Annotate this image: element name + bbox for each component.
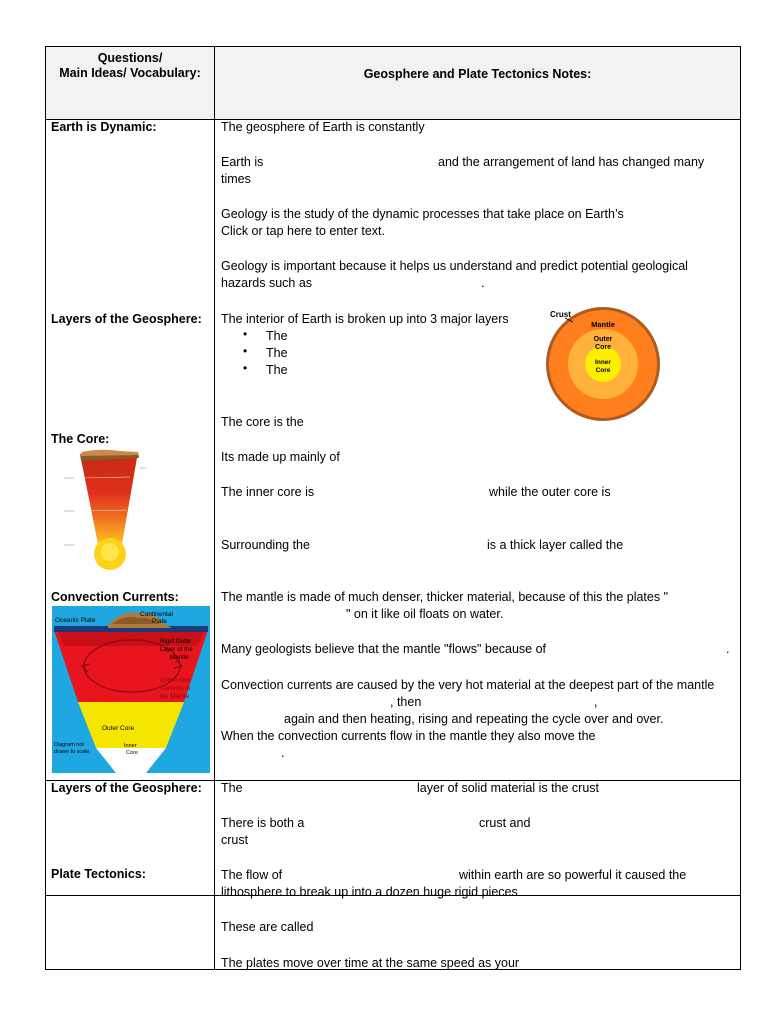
core-line2: Its made up mainly of	[221, 450, 340, 464]
earth-layers-diagram	[545, 306, 665, 422]
convection-line3c: ,	[594, 695, 598, 709]
dynamic-line1: The geosphere of Earth is constantly	[221, 120, 425, 134]
convection-line2b: .	[726, 642, 730, 656]
header-questions	[46, 47, 214, 119]
layers2-line2a: There is both a	[221, 816, 305, 830]
core-line3a: The inner core is	[221, 485, 315, 499]
header-questions-line2: Main Ideas/ Vocabulary:	[59, 66, 201, 80]
bullet-dot: •	[243, 327, 248, 341]
label-convection-2: Currents in	[160, 685, 191, 692]
plates-line1c: lithosphere to break up into a dozen huge rigid pieces	[221, 885, 518, 899]
core-line3b: while the outer core is	[489, 485, 611, 499]
label-convection-3: the Mantle	[160, 693, 189, 700]
dynamic-placeholder[interactable]: Click or tap here to enter text.	[221, 224, 385, 238]
bullet-dot: •	[243, 361, 248, 375]
question-core: The Core:	[51, 432, 110, 446]
label-rigid-1: Rigid Outer	[160, 638, 192, 645]
question-plate-tectonics: Plate Tectonics:	[51, 867, 146, 881]
layer-bullet-2: The	[266, 346, 288, 360]
column-divider	[214, 47, 215, 969]
dynamic-line4b: hazards such as	[221, 276, 313, 290]
plates-line1b: within earth are so powerful it caused the	[459, 868, 687, 882]
question-convection: Convection Currents:	[51, 590, 179, 604]
layers2-line1b: layer of solid material is the crust	[417, 781, 600, 795]
convection-line2a: Many geologists believe that the mantle "flows" because of	[221, 642, 547, 656]
plates-line2: These are called	[221, 920, 314, 934]
convection-line3a: Convection currents are caused by the very hot material at the deepest part of the mantle	[221, 678, 715, 692]
core-wedge-image	[60, 448, 160, 573]
layers-intro: The interior of Earth is broken up into 3 major layers	[221, 312, 509, 326]
convection-line3b: , then	[390, 695, 422, 709]
table-header	[46, 47, 740, 120]
label-scale-2: drawn to scale	[54, 749, 90, 755]
core-line4a: Surrounding the	[221, 538, 310, 552]
label-inner-core-2: Core	[595, 367, 611, 374]
convection-diagram	[52, 606, 210, 773]
plates-line1a: The flow of	[221, 868, 283, 882]
label-outer-core: Outer Core	[102, 725, 135, 732]
bullet-dot: •	[243, 344, 248, 358]
dynamic-line3a: Geology is the study of the dynamic processes that take place on Earth’s	[221, 207, 624, 221]
label-oceanic-plate: Oceanic Plate	[55, 617, 96, 624]
convection-line1b: " on it like oil floats on water.	[346, 607, 504, 621]
label-outer-core-1: Outer	[593, 336, 613, 343]
convection-line4b: .	[281, 746, 285, 760]
dynamic-line2a: Earth is	[221, 155, 264, 169]
label-convection-1: Convection	[160, 677, 191, 684]
question-earth-dynamic: Earth is Dynamic:	[51, 120, 157, 134]
label-continental-2: Plate	[152, 618, 167, 625]
convection-line4a: When the convection currents flow in the mantle they also move the	[221, 729, 596, 743]
question-layers-geosphere-2: Layers of the Geosphere:	[51, 781, 202, 795]
label-mantle: Mantle	[591, 320, 615, 329]
convection-line3d: again and then heating, rising and repeating the cycle over and over.	[284, 712, 664, 726]
layer-bullet-1: The	[266, 329, 288, 343]
label-continental-1: Continental	[140, 611, 173, 618]
layer-bullet-3: The	[266, 363, 288, 377]
dynamic-line4c: .	[481, 276, 485, 290]
label-inner-core-2: Core	[126, 750, 138, 756]
dynamic-line2b: and the arrangement of land has changed many	[438, 155, 705, 169]
label-crust: Crust	[550, 310, 571, 319]
label-outer-core-2: Core	[595, 344, 611, 351]
header-notes: Geosphere and Plate Tectonics Notes:	[363, 67, 592, 81]
label-rigid-3: Mantle	[170, 654, 189, 661]
header-questions-line1: Questions/	[97, 51, 163, 65]
label-rigid-2: Layer of the	[160, 646, 193, 653]
plates-line3: The plates move over time at the same speed as your	[221, 956, 520, 970]
label-inner-core-1: Inner	[124, 743, 137, 749]
dynamic-line4a: Geology is important because it helps us understand and predict potential geological	[221, 259, 688, 273]
layers2-line1a: The	[221, 781, 243, 795]
core-line4b: is a thick layer called the	[487, 538, 624, 552]
layers2-line2c: crust	[221, 833, 249, 847]
label-scale-1: Diagram not	[54, 742, 84, 748]
core-line1: The core is the	[221, 415, 304, 429]
question-layers-geosphere: Layers of the Geosphere:	[51, 312, 202, 326]
convection-line1a: The mantle is made of much denser, thicker material, because of this the plates "	[221, 590, 669, 604]
dynamic-line2c: times	[221, 172, 251, 186]
layers2-line2b: crust and	[479, 816, 531, 830]
label-inner-core-1: Inner	[595, 359, 611, 366]
